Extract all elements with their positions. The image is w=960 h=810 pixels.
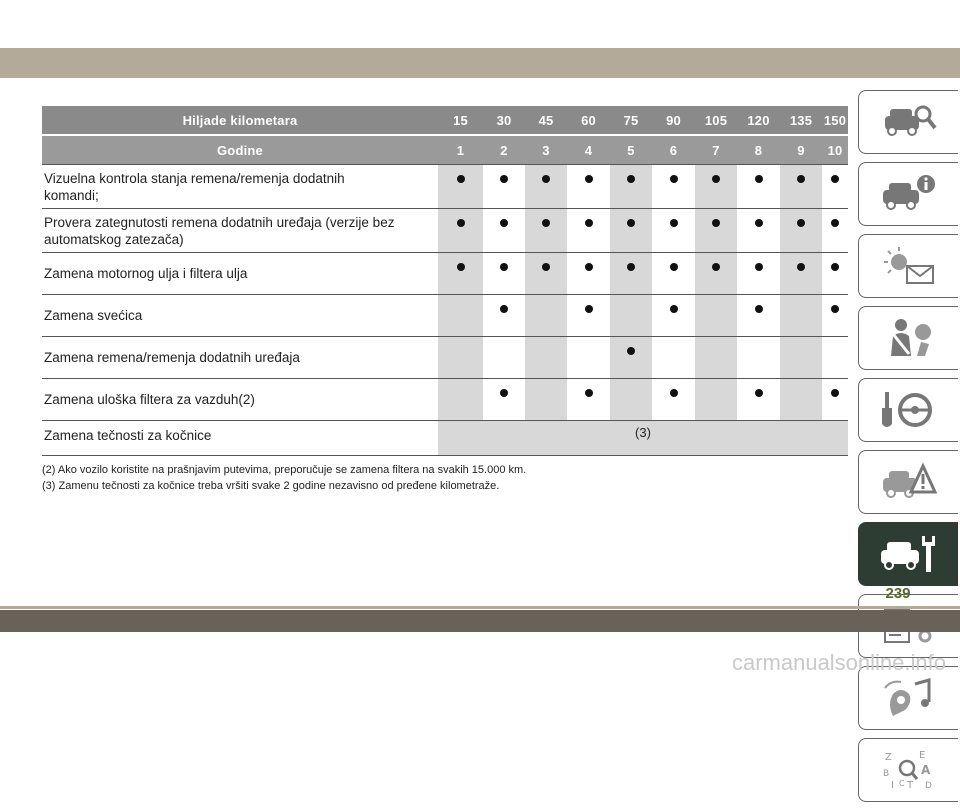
check-dot-icon [712, 219, 720, 227]
km-header-cell: 90 [652, 106, 695, 136]
chapter-tab-vehicle-knowledge[interactable] [858, 90, 958, 154]
schedule-cell [438, 336, 483, 378]
years-header-label: Godine [42, 136, 438, 164]
years-header-cell: 1 [438, 136, 483, 164]
schedule-cell [737, 294, 780, 336]
chapter-tab-servicing-maintenance[interactable] [858, 522, 958, 586]
row-description: Zamena svećica [42, 294, 438, 336]
schedule-cell [780, 252, 822, 294]
years-header-cell: 5 [610, 136, 652, 164]
schedule-cell [822, 378, 848, 420]
schedule-cell [737, 208, 780, 252]
km-header-cell: 45 [525, 106, 567, 136]
check-dot-icon [712, 263, 720, 271]
schedule-cell [652, 252, 695, 294]
car-search-icon [879, 100, 939, 144]
check-dot-icon [627, 263, 635, 271]
schedule-cell [438, 208, 483, 252]
table-row [42, 336, 848, 378]
table-row [42, 294, 848, 336]
top-decor-band [0, 48, 960, 78]
page-number: 239 [885, 585, 911, 602]
check-dot-icon [670, 263, 678, 271]
schedule-cell [780, 164, 822, 208]
schedule-cell [780, 336, 822, 378]
check-dot-icon [755, 219, 763, 227]
schedule-cell [525, 336, 567, 378]
check-dot-icon [712, 175, 720, 183]
footnotes [42, 462, 848, 494]
schedule-cell [652, 164, 695, 208]
schedule-cell [567, 378, 610, 420]
check-dot-icon [500, 389, 508, 397]
schedule-cell [483, 164, 525, 208]
chapter-tab-emergency[interactable] [858, 450, 958, 514]
svg-text:Z: Z [884, 752, 892, 763]
schedule-cell [438, 252, 483, 294]
years-header-cell: 10 [822, 136, 848, 164]
svg-text:E: E [918, 750, 925, 761]
table-row [42, 378, 848, 420]
schedule-cell [567, 294, 610, 336]
schedule-cell [483, 336, 525, 378]
schedule-cell [610, 208, 652, 252]
check-dot-icon [670, 219, 678, 227]
row-description: Zamena motornog ulja i filtera ulja [42, 252, 438, 294]
seatbelt-airbag-icon [879, 316, 939, 360]
check-dot-icon [585, 219, 593, 227]
check-dot-icon [500, 219, 508, 227]
schedule-cell [483, 378, 525, 420]
check-dot-icon [670, 305, 678, 313]
years-header-cell: 7 [695, 136, 737, 164]
years-header-cell: 8 [737, 136, 780, 164]
schedule-cell [652, 336, 695, 378]
check-dot-icon [755, 305, 763, 313]
schedule-cell [525, 164, 567, 208]
schedule-cell [483, 208, 525, 252]
km-header-cell: 135 [780, 106, 822, 136]
km-header-row [42, 106, 848, 136]
check-dot-icon [755, 175, 763, 183]
check-dot-icon [670, 175, 678, 183]
schedule-cell [780, 294, 822, 336]
schedule-cell [567, 336, 610, 378]
schedule-cell [652, 378, 695, 420]
schedule-cell [567, 164, 610, 208]
schedule-cell [610, 164, 652, 208]
schedule-cell [652, 294, 695, 336]
schedule-cell [695, 164, 737, 208]
schedule-cell [525, 208, 567, 252]
check-dot-icon [670, 389, 678, 397]
schedule-cell [780, 208, 822, 252]
schedule-cell [780, 378, 822, 420]
check-dot-icon [457, 175, 465, 183]
schedule-cell [610, 252, 652, 294]
schedule-cell [737, 336, 780, 378]
table-row [42, 164, 848, 208]
schedule-cell [438, 378, 483, 420]
years-header-cell: 2 [483, 136, 525, 164]
svg-text:T: T [906, 780, 913, 791]
check-dot-icon [585, 175, 593, 183]
table-row [42, 208, 848, 252]
km-header-cell: 150 [822, 106, 848, 136]
row-description: Zamena remena/remenja dodatnih uređaja [42, 336, 438, 378]
check-dot-icon [831, 175, 839, 183]
schedule-cell [438, 294, 483, 336]
car-info-icon [879, 172, 939, 216]
schedule-cell [610, 336, 652, 378]
table-row [42, 252, 848, 294]
schedule-cell [822, 294, 848, 336]
multimedia-icon [879, 676, 939, 720]
km-header-cell: 60 [567, 106, 610, 136]
table-row [42, 420, 848, 456]
car-maintenance-icon [877, 532, 941, 576]
footnote-3: (3) Zamenu tečnosti za kočnice treba vršiti svake 2 godine nezavisno od pređene kilometraže. [42, 480, 500, 492]
schedule-cell [525, 378, 567, 420]
check-dot-icon [831, 219, 839, 227]
schedule-cell [695, 208, 737, 252]
svg-text:C: C [898, 779, 905, 788]
check-dot-icon [627, 347, 635, 355]
chapter-tab-info[interactable] [858, 162, 958, 226]
schedule-cell [525, 294, 567, 336]
schedule-cell [567, 208, 610, 252]
svg-text:D: D [924, 781, 932, 791]
row-description: Zamena tečnosti za kočnice [42, 420, 438, 456]
check-dot-icon [585, 305, 593, 313]
bottom-decor-band [0, 610, 960, 632]
check-dot-icon [585, 263, 593, 271]
schedule-cell [695, 336, 737, 378]
schedule-cell [695, 378, 737, 420]
row-description: Zamena uloška filtera za vazduh(2) [42, 378, 438, 420]
schedule-cell [822, 164, 848, 208]
schedule-cell [610, 378, 652, 420]
years-header-cell: 4 [567, 136, 610, 164]
years-header-cell: 6 [652, 136, 695, 164]
svg-text:B: B [882, 769, 889, 779]
years-header-cell: 3 [525, 136, 567, 164]
chapter-tab-starting-driving[interactable] [858, 378, 958, 442]
check-dot-icon [627, 175, 635, 183]
km-header-cell: 105 [695, 106, 737, 136]
check-dot-icon [627, 219, 635, 227]
check-dot-icon [831, 305, 839, 313]
check-dot-icon [500, 175, 508, 183]
schedule-cell [822, 252, 848, 294]
schedule-cell [737, 378, 780, 420]
schedule-cell [822, 336, 848, 378]
check-dot-icon [542, 175, 550, 183]
check-dot-icon [500, 305, 508, 313]
chapter-tab-index[interactable] [858, 738, 958, 802]
years-header-cell: 9 [780, 136, 822, 164]
check-dot-icon [755, 263, 763, 271]
check-dot-icon [797, 219, 805, 227]
index-az-icon [879, 748, 939, 792]
check-dot-icon [542, 263, 550, 271]
schedule-cell [567, 252, 610, 294]
schedule-cell [438, 164, 483, 208]
km-header-cell: 75 [610, 106, 652, 136]
watermark: carmanualsonline.info [731, 650, 946, 675]
schedule-cell [483, 294, 525, 336]
chapter-tabs [858, 90, 960, 810]
footnote-2: (2) Ako vozilo koristite na prašnjavim putevima, preporučuje se zamena filtera na svakih 15.000 km. [42, 464, 527, 476]
brake-fluid-note-cell: (3) [438, 420, 848, 456]
schedule-cell [610, 294, 652, 336]
check-dot-icon [500, 263, 508, 271]
check-dot-icon [457, 219, 465, 227]
schedule-cell [695, 294, 737, 336]
check-dot-icon [831, 263, 839, 271]
check-dot-icon [542, 219, 550, 227]
schedule-cell [822, 208, 848, 252]
chapter-tab-warning-lights[interactable] [858, 234, 958, 298]
check-dot-icon [585, 389, 593, 397]
years-header-row [42, 136, 848, 164]
car-emergency-icon [879, 460, 939, 504]
schedule-cell [483, 252, 525, 294]
svg-text:I: I [890, 780, 894, 791]
svg-text:A: A [920, 763, 930, 777]
check-dot-icon [797, 263, 805, 271]
maintenance-schedule-table [42, 106, 848, 456]
km-header-cell: 15 [438, 106, 483, 136]
chapter-tab-safety[interactable] [858, 306, 958, 370]
schedule-cell [695, 252, 737, 294]
row-description: Vizuelna kontrola stanja remena/remenja dodatnih komandi; [42, 164, 438, 208]
km-header-label: Hiljade kilometara [42, 106, 438, 136]
check-dot-icon [755, 389, 763, 397]
schedule-cell [652, 208, 695, 252]
km-header-cell: 30 [483, 106, 525, 136]
schedule-cell [737, 164, 780, 208]
km-header-cell: 120 [737, 106, 780, 136]
check-dot-icon [457, 263, 465, 271]
warning-light-message-icon [879, 244, 939, 288]
row-description: Provera zategnutosti remena dodatnih uređaja (verzije bez automatskog zatezača) [42, 208, 438, 252]
check-dot-icon [831, 389, 839, 397]
schedule-cell [525, 252, 567, 294]
schedule-cell [737, 252, 780, 294]
key-steering-wheel-icon [879, 388, 939, 432]
check-dot-icon [797, 175, 805, 183]
